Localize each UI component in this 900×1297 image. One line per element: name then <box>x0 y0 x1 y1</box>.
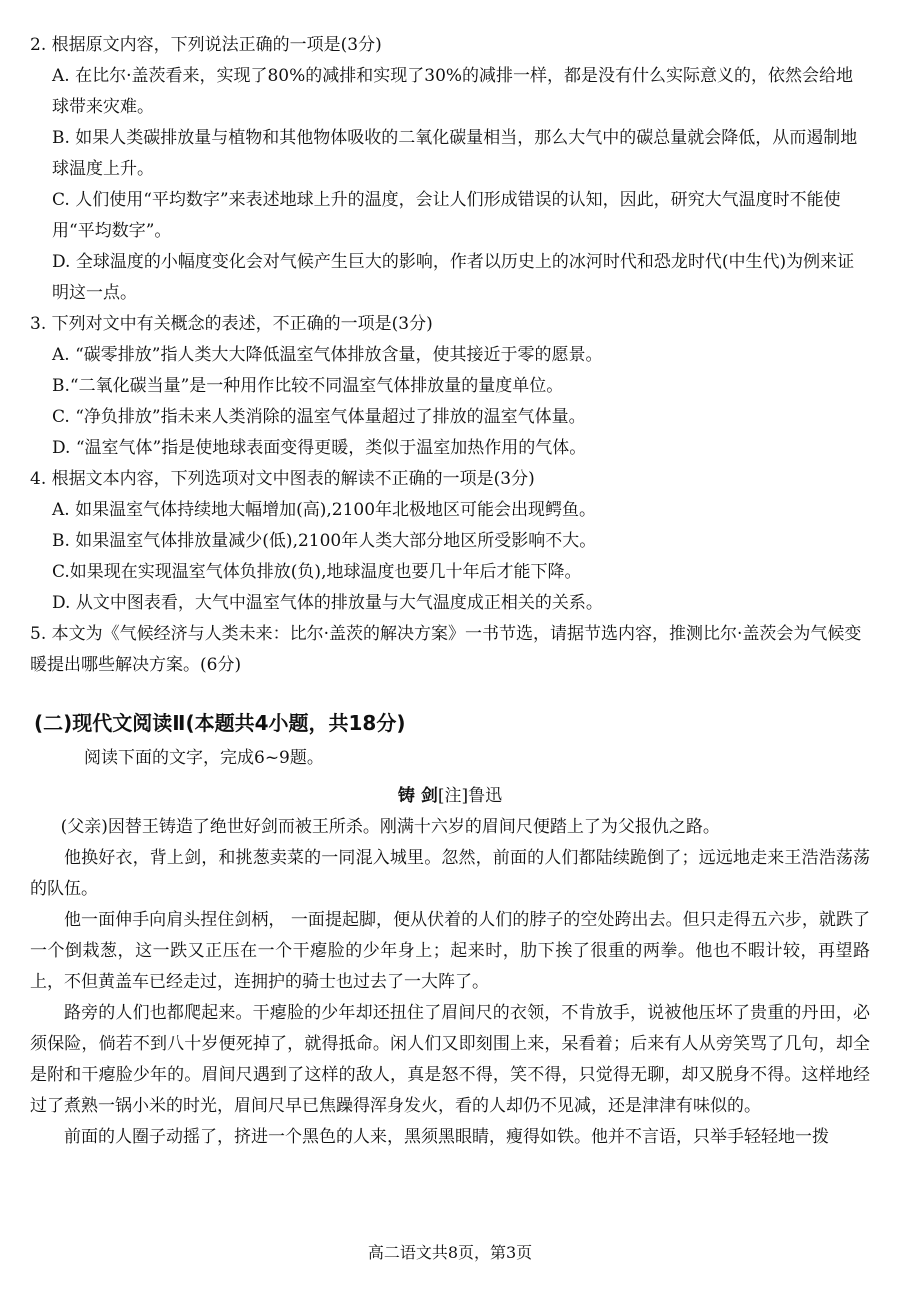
article-paragraph: 他换好衣，背上剑，和挑葱卖菜的一同混入城里。忽然，前面的人们都陆续跪倒了；远远地走来王浩浩荡荡的队伍。 <box>30 848 870 899</box>
article-title: 铸 剑 <box>397 786 438 806</box>
page-footer: 高二语文共8页，第3页 <box>367 1243 533 1262</box>
question-2-option-d: D. 全球温度的小幅度变化会对气候产生巨大的影响，作者以历史上的冰河时代和恐龙时代(中生代)为例来证明这一点。 <box>52 252 855 303</box>
article-paragraph: (父亲)因替王铸造了绝世好剑而被王所杀。刚满十六岁的眉间尺便踏上了为父报仇之路。 <box>60 817 720 837</box>
question-4-stem: 4. 根据文本内容，下列选项对文中图表的解读不正确的一项是(3分) <box>30 469 535 489</box>
section-heading: (二)现代文阅读Ⅱ(本题共4小题，共18分) <box>34 711 406 735</box>
question-3-stem: 3. 下列对文中有关概念的表述，不正确的一项是(3分) <box>30 314 433 334</box>
question-4-option-a: A. 如果温室气体持续地大幅增加(高),2100年北极地区可能会出现鳄鱼。 <box>52 500 597 520</box>
article-paragraph: 前面的人圈子动摇了，挤进一个黑色的人来，黑须黑眼睛，瘦得如铁。他并不言语，只举手轻轻地一拨 <box>64 1127 829 1147</box>
article-title-line <box>30 780 870 812</box>
question-5-stem: 5. 本文为《气候经济与人类未来：比尔·盖茨的解决方案》一书节选，请据节选内容，推测比尔·盖茨会为气候变暖提出哪些解决方案。(6分) <box>30 624 862 675</box>
question-2-option-c: C. 人们使用“平均数字”来表述地球上升的温度，会让人们形成错误的认知，因此，研究大气温度时不能使用“平均数字”。 <box>52 190 841 241</box>
article-note: [注]鲁迅 <box>437 786 503 806</box>
question-4-option-d: D. 从文中图表看，大气中温室气体的排放量与大气温度成正相关的关系。 <box>52 593 603 613</box>
question-4-option-b: B. 如果温室气体排放量减少(低),2100年人类大部分地区所受影响不大。 <box>52 531 597 551</box>
question-3-option-b: B.“二氧化碳当量”是一种用作比较不同温室气体排放量的量度单位。 <box>52 376 564 396</box>
question-2-stem: 2. 根据原文内容，下列说法正确的一项是(3分) <box>30 35 382 55</box>
question-3-option-d: D. “温室气体”指是使地球表面变得更暖，类似于温室加热作用的气体。 <box>52 438 587 458</box>
question-3-option-a: A. “碳零排放”指人类大大降低温室气体排放含量，使其接近于零的愿景。 <box>52 345 603 365</box>
section-instruction: 阅读下面的文字，完成6~9题。 <box>84 748 324 768</box>
article-paragraph: 他一面伸手向肩头捏住剑柄， 一面提起脚，便从伏着的人们的脖子的空处跨出去。但只走得五六步，就跌了一个倒栽葱，这一跌又正压在一个干瘪脸的少年身上；起来时，肋下挨了很重的两拳。他也不暇计较，再望路上，不但黄盖车已经走过，连拥护的骑士也过去了一大阵了。 <box>30 910 870 992</box>
article-paragraph: 路旁的人们也都爬起来。干瘪脸的少年却还扭住了眉间尺的衣领，不肯放手，说被他压坏了贵重的丹田，必须保险，倘若不到八十岁便死掉了，就得抵命。闲人们又即刻围上来，呆看着；后来有人从旁笑骂了几句，却全是附和干瘪脸少年的。眉间尺遇到了这样的敌人，真是怒不得，笑不得，只觉得无聊，却又脱身不得。这样地经过了煮熟一锅小米的时光，眉间尺早已焦躁得浑身发火，看的人却仍不见减，还是津津有味似的。 <box>30 1003 870 1116</box>
question-2-option-a: A. 在比尔·盖茨看来，实现了80%的减排和实现了30%的减排一样，都是没有什么实际意义的，依然会给地球带来灾难。 <box>52 66 854 117</box>
question-3-option-c: C. “净负排放”指未来人类消除的温室气体量超过了排放的温室气体量。 <box>52 407 586 427</box>
question-2-option-b: B. 如果人类碳排放量与植物和其他物体吸收的二氧化碳量相当，那么大气中的碳总量就会降低，从而遏制地球温度上升。 <box>52 128 858 179</box>
question-4-option-c: C.如果现在实现温室气体负排放(负),地球温度也要几十年后才能下降。 <box>52 562 582 582</box>
